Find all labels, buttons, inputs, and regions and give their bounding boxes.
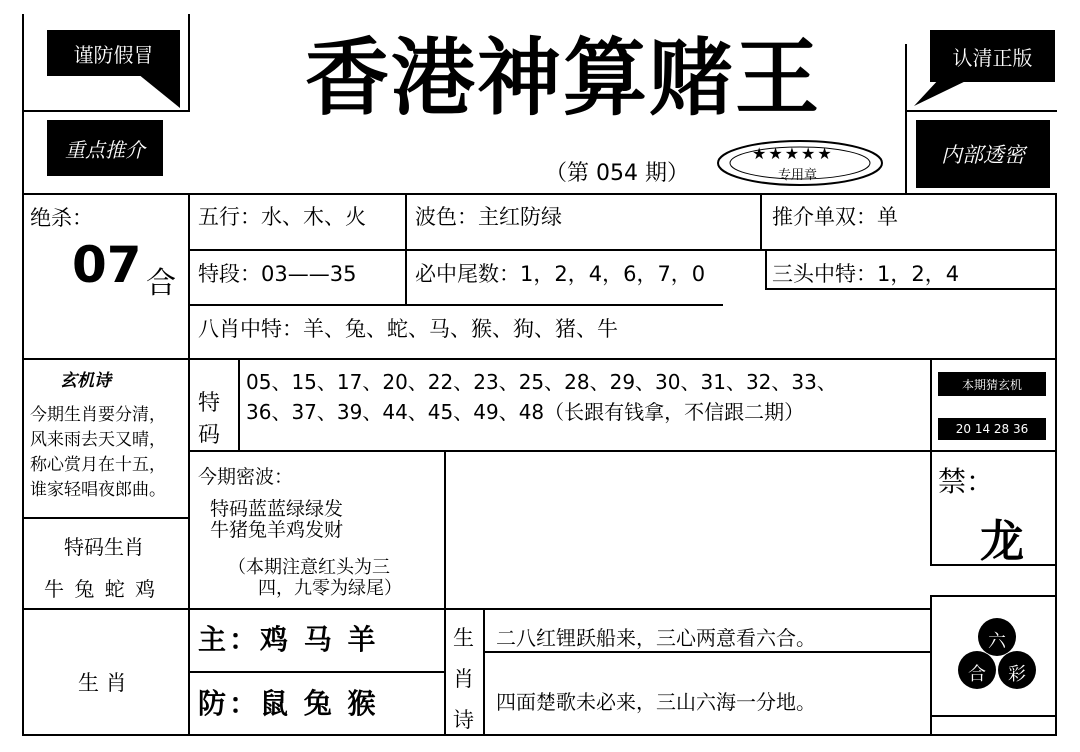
danshuang: 推介单双：单 <box>772 205 898 229</box>
tianji-line-2: 风来雨去天又晴， <box>30 430 166 450</box>
kill-unit: 合 <box>146 266 176 301</box>
santou: 三头中特：1，2，4 <box>772 262 960 286</box>
tianji-line-3: 称心赏月在十五， <box>30 455 166 475</box>
xuanji-code: 20 14 28 36 <box>938 418 1046 440</box>
liuhecai-char-2: 合 <box>968 664 986 685</box>
jin-animal: 龙 <box>980 516 1024 567</box>
weishu: 必中尾数：1，2，4，6，7，0 <box>415 262 706 286</box>
issue-number: （第 054 期） <box>545 161 689 186</box>
kill-number: 07 <box>72 236 142 294</box>
xuanji-title: 本期猜玄机 <box>938 372 1046 396</box>
right-badge-tail <box>912 78 982 108</box>
liuhecai-char-1: 六 <box>988 631 1006 652</box>
poem-line-2: 四面楚歌未必来，三山六海一分地。 <box>496 690 816 714</box>
poem-label-3: 诗 <box>453 708 474 732</box>
liuhecai-char-3: 彩 <box>1008 664 1026 685</box>
left-tag: 重点推介 <box>47 120 163 176</box>
wuxing: 五行：水、木、火 <box>198 205 366 229</box>
shengxiao-label: 生 肖 <box>78 671 127 695</box>
page-title: 香港神算赌王 <box>305 28 822 127</box>
tema-shengxiao-animals: 牛 兔 蛇 鸡 <box>44 577 158 601</box>
poem-line-1: 二八红锂跃船来，三心两意看六合。 <box>496 626 816 650</box>
tianji-line-1: 今期生肖要分清， <box>30 405 166 425</box>
stamp-stars: ★★★★★ <box>752 144 834 163</box>
tema-numbers-line-2: 36、37、39、44、45、49、48（长跟有钱拿，不信跟二期） <box>246 400 805 424</box>
tema-numbers-line-1: 05、15、17、20、22、23、25、28、29、30、31、32、33、 <box>246 370 837 394</box>
poem-label-1: 生 <box>453 626 474 650</box>
mibo-title: 今期密波： <box>198 466 294 488</box>
mibo-note-1: （本期注意红头为三 <box>228 557 390 578</box>
shengxiao-main: 主：鸡 马 羊 <box>198 623 379 656</box>
tema-label-2: 码 <box>198 423 221 448</box>
right-badge: 认清正版 <box>930 30 1055 82</box>
poem-label-2: 肖 <box>453 667 474 691</box>
tema-label-1: 特 <box>198 391 221 416</box>
teduan: 特段：03——35 <box>198 262 357 286</box>
bose: 波色：主红防绿 <box>415 205 562 229</box>
stamp-text: 专用章 <box>778 168 818 183</box>
tema-shengxiao-title: 特码生肖 <box>64 535 144 559</box>
kill-label: 绝杀： <box>30 206 93 230</box>
shengxiao-fang: 防：鼠 兔 猴 <box>198 687 379 720</box>
tianji-title: 玄机诗 <box>60 371 111 391</box>
mibo-note-2: 四，九零为绿尾） <box>258 578 402 599</box>
mibo-line-2: 牛猪兔羊鸡发财 <box>210 519 344 541</box>
right-tag: 内部透密 <box>916 120 1050 188</box>
left-badge: 谨防假冒 <box>47 30 180 76</box>
jin-label: 禁： <box>938 465 995 498</box>
baxiao: 八肖中特：羊、兔、蛇、马、猴、狗、猪、牛 <box>198 317 618 341</box>
mibo-line-1: 特码蓝蓝绿绿发 <box>210 498 344 520</box>
left-badge-tail <box>120 74 190 110</box>
tianji-line-4: 谁家轻唱夜郎曲。 <box>30 480 166 500</box>
